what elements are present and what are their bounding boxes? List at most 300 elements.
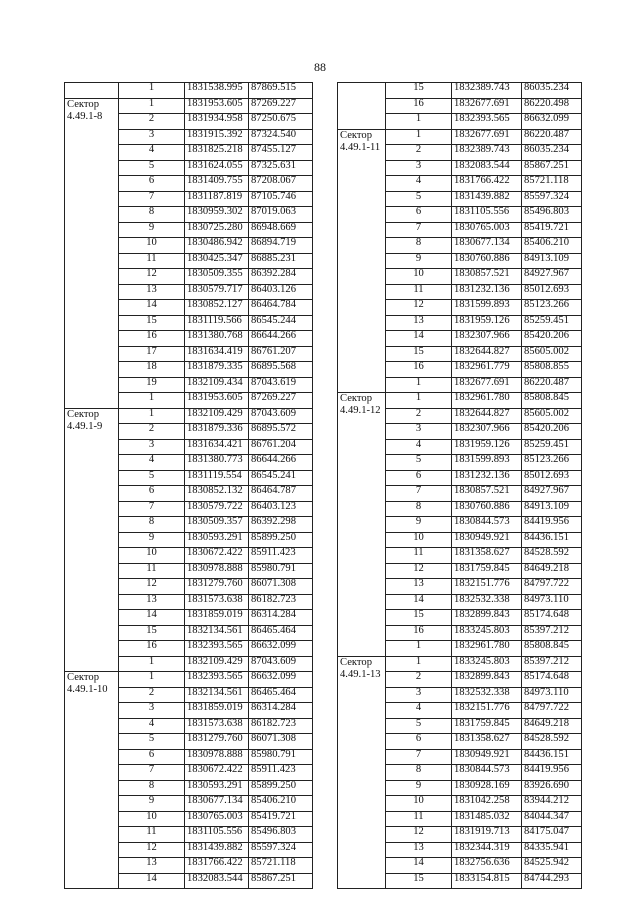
y-coordinate: 84528.592: [522, 734, 582, 750]
y-coordinate: 84649.218: [522, 563, 582, 579]
y-coordinate: 87019.063: [249, 207, 313, 223]
y-coordinate: 85808.845: [522, 393, 582, 409]
point-number: 9: [386, 253, 452, 269]
x-coordinate: 1831766.422: [452, 176, 522, 192]
x-coordinate: 1831953.605: [185, 393, 249, 409]
x-coordinate: 1832644.827: [452, 408, 522, 424]
x-coordinate: 1831119.554: [185, 470, 249, 486]
coordinates-table-left: [64, 82, 313, 889]
x-coordinate: 1830486.942: [185, 238, 249, 254]
y-coordinate: 86761.204: [249, 439, 313, 455]
point-number: 14: [386, 331, 452, 347]
x-coordinate: 1830672.422: [185, 548, 249, 564]
point-number: 9: [119, 222, 185, 238]
point-number: 10: [119, 811, 185, 827]
x-coordinate: 1832393.565: [185, 641, 249, 657]
point-number: 1: [386, 641, 452, 657]
y-coordinate: 86182.723: [249, 718, 313, 734]
sector-label: Сектор 4.49.1-11: [338, 129, 386, 393]
y-coordinate: 85899.250: [249, 532, 313, 548]
y-coordinate: 85397.212: [522, 625, 582, 641]
x-coordinate: 1830593.291: [185, 780, 249, 796]
y-coordinate: 85605.002: [522, 408, 582, 424]
sector-label: [65, 83, 119, 99]
point-number: 6: [386, 734, 452, 750]
x-coordinate: 1832677.691: [452, 377, 522, 393]
point-number: 3: [119, 439, 185, 455]
y-coordinate: 86220.487: [522, 377, 582, 393]
point-number: 15: [119, 625, 185, 641]
point-number: 15: [386, 873, 452, 889]
point-number: 5: [119, 160, 185, 176]
point-number: 3: [386, 424, 452, 440]
y-coordinate: 85911.423: [249, 548, 313, 564]
y-coordinate: 85597.324: [522, 191, 582, 207]
table-row: [338, 129, 582, 145]
point-number: 14: [119, 873, 185, 889]
point-number: 14: [119, 610, 185, 626]
y-coordinate: 87455.127: [249, 145, 313, 161]
point-number: 1: [386, 393, 452, 409]
x-coordinate: 1831279.760: [185, 579, 249, 595]
point-number: 3: [386, 687, 452, 703]
x-coordinate: 1830677.134: [185, 796, 249, 812]
y-coordinate: 85259.451: [522, 315, 582, 331]
x-coordinate: 1832389.743: [452, 83, 522, 99]
x-coordinate: 1831624.055: [185, 160, 249, 176]
point-number: 6: [119, 486, 185, 502]
point-number: 12: [386, 827, 452, 843]
y-coordinate: 86895.572: [249, 424, 313, 440]
point-number: 10: [386, 796, 452, 812]
y-coordinate: 86071.308: [249, 734, 313, 750]
x-coordinate: 1832083.544: [452, 160, 522, 176]
point-number: 5: [119, 734, 185, 750]
x-coordinate: 1831358.627: [452, 734, 522, 750]
x-coordinate: 1832109.429: [185, 408, 249, 424]
point-number: 1: [119, 672, 185, 688]
x-coordinate: 1832532.338: [452, 594, 522, 610]
x-coordinate: 1831538.995: [185, 83, 249, 99]
y-coordinate: 85259.451: [522, 439, 582, 455]
y-coordinate: 87208.067: [249, 176, 313, 192]
y-coordinate: 86392.298: [249, 517, 313, 533]
x-coordinate: 1832756.636: [452, 858, 522, 874]
y-coordinate: 84797.722: [522, 703, 582, 719]
x-coordinate: 1832899.843: [452, 610, 522, 626]
x-coordinate: 1833245.803: [452, 625, 522, 641]
point-number: 16: [119, 331, 185, 347]
sector-label: Сектор 4.49.1-8: [65, 98, 119, 408]
x-coordinate: 1830425.347: [185, 253, 249, 269]
point-number: 17: [119, 346, 185, 362]
y-coordinate: 84913.109: [522, 253, 582, 269]
point-number: 2: [119, 114, 185, 130]
y-coordinate: 86644.266: [249, 455, 313, 471]
point-number: 11: [386, 811, 452, 827]
y-coordinate: 85867.251: [522, 160, 582, 176]
x-coordinate: 1832344.319: [452, 842, 522, 858]
x-coordinate: 1831634.421: [185, 439, 249, 455]
point-number: 14: [386, 594, 452, 610]
point-number: 8: [119, 780, 185, 796]
x-coordinate: 1830760.886: [452, 501, 522, 517]
x-coordinate: 1830978.888: [185, 563, 249, 579]
x-coordinate: 1831105.556: [452, 207, 522, 223]
point-number: 16: [119, 641, 185, 657]
point-number: 15: [386, 346, 452, 362]
y-coordinate: 87043.619: [249, 377, 313, 393]
point-number: 4: [386, 703, 452, 719]
page-number: 88: [314, 60, 326, 74]
point-number: 13: [119, 284, 185, 300]
y-coordinate: 85808.855: [522, 362, 582, 378]
x-coordinate: 1831599.893: [452, 455, 522, 471]
sector-label: Сектор 4.49.1-10: [65, 672, 119, 889]
x-coordinate: 1830852.132: [185, 486, 249, 502]
x-coordinate: 1831380.773: [185, 455, 249, 471]
x-coordinate: 1831599.893: [452, 300, 522, 316]
y-coordinate: 83944.212: [522, 796, 582, 812]
x-coordinate: 1831439.882: [185, 842, 249, 858]
y-coordinate: 84525.942: [522, 858, 582, 874]
y-coordinate: 86464.784: [249, 300, 313, 316]
x-coordinate: 1830844.573: [452, 765, 522, 781]
y-coordinate: 84649.218: [522, 718, 582, 734]
point-number: 12: [119, 269, 185, 285]
y-coordinate: 87043.609: [249, 656, 313, 672]
x-coordinate: 1830949.921: [452, 749, 522, 765]
point-number: 4: [119, 455, 185, 471]
point-number: 8: [386, 238, 452, 254]
point-number: 5: [386, 455, 452, 471]
point-number: 14: [386, 858, 452, 874]
point-number: 11: [386, 548, 452, 564]
x-coordinate: 1831573.638: [185, 718, 249, 734]
y-coordinate: 87043.609: [249, 408, 313, 424]
y-coordinate: 85899.250: [249, 780, 313, 796]
point-number: 7: [119, 501, 185, 517]
point-number: 1: [119, 98, 185, 114]
x-coordinate: 1830765.003: [185, 811, 249, 827]
y-coordinate: 85174.648: [522, 672, 582, 688]
y-coordinate: 85808.845: [522, 641, 582, 657]
y-coordinate: 86403.126: [249, 284, 313, 300]
y-coordinate: 87250.675: [249, 114, 313, 130]
x-coordinate: 1832151.776: [452, 703, 522, 719]
x-coordinate: 1832644.827: [452, 346, 522, 362]
x-coordinate: 1830959.302: [185, 207, 249, 223]
table-row: [65, 408, 313, 424]
y-coordinate: 86182.723: [249, 594, 313, 610]
y-coordinate: 85911.423: [249, 765, 313, 781]
table-row: [65, 98, 313, 114]
y-coordinate: 86071.308: [249, 579, 313, 595]
x-coordinate: 1831759.845: [452, 718, 522, 734]
x-coordinate: 1831919.713: [452, 827, 522, 843]
point-number: 10: [386, 269, 452, 285]
point-number: 9: [386, 780, 452, 796]
x-coordinate: 1831859.019: [185, 610, 249, 626]
y-coordinate: 85406.210: [249, 796, 313, 812]
point-number: 15: [386, 83, 452, 99]
table-row: [65, 672, 313, 688]
point-number: 9: [386, 517, 452, 533]
x-coordinate: 1830857.521: [452, 486, 522, 502]
y-coordinate: 86314.284: [249, 703, 313, 719]
y-coordinate: 84927.967: [522, 269, 582, 285]
y-coordinate: 87324.540: [249, 129, 313, 145]
x-coordinate: 1831485.032: [452, 811, 522, 827]
y-coordinate: 85496.803: [522, 207, 582, 223]
y-coordinate: 86885.231: [249, 253, 313, 269]
y-coordinate: 85605.002: [522, 346, 582, 362]
y-coordinate: 85496.803: [249, 827, 313, 843]
y-coordinate: 85419.721: [249, 811, 313, 827]
point-number: 8: [119, 207, 185, 223]
point-number: 5: [119, 470, 185, 486]
x-coordinate: 1830949.921: [452, 532, 522, 548]
point-number: 2: [119, 687, 185, 703]
table-row: [338, 393, 582, 409]
x-coordinate: 1831187.819: [185, 191, 249, 207]
point-number: 6: [386, 470, 452, 486]
point-number: 13: [119, 594, 185, 610]
point-number: 2: [386, 145, 452, 161]
x-coordinate: 1832899.843: [452, 672, 522, 688]
point-number: 9: [119, 532, 185, 548]
y-coordinate: 86464.787: [249, 486, 313, 502]
x-coordinate: 1830928.169: [452, 780, 522, 796]
y-coordinate: 86035.234: [522, 145, 582, 161]
point-number: 3: [119, 703, 185, 719]
y-coordinate: 87269.227: [249, 98, 313, 114]
y-coordinate: 86465.464: [249, 625, 313, 641]
point-number: 14: [119, 300, 185, 316]
point-number: 1: [386, 129, 452, 145]
y-coordinate: 86392.284: [249, 269, 313, 285]
point-number: 9: [119, 796, 185, 812]
y-coordinate: 85012.693: [522, 284, 582, 300]
x-coordinate: 1830852.127: [185, 300, 249, 316]
x-coordinate: 1830760.886: [452, 253, 522, 269]
point-number: 12: [386, 300, 452, 316]
point-number: 19: [119, 377, 185, 393]
y-coordinate: 84528.592: [522, 548, 582, 564]
point-number: 3: [119, 129, 185, 145]
y-coordinate: 85419.721: [522, 222, 582, 238]
x-coordinate: 1832393.565: [185, 672, 249, 688]
x-coordinate: 1832961.779: [452, 362, 522, 378]
y-coordinate: 86948.669: [249, 222, 313, 238]
x-coordinate: 1831959.126: [452, 439, 522, 455]
y-coordinate: 86632.099: [522, 114, 582, 130]
y-coordinate: 84419.956: [522, 517, 582, 533]
x-coordinate: 1832109.434: [185, 377, 249, 393]
y-coordinate: 86035.234: [522, 83, 582, 99]
x-coordinate: 1831859.019: [185, 703, 249, 719]
y-coordinate: 85721.118: [522, 176, 582, 192]
x-coordinate: 1831380.768: [185, 331, 249, 347]
x-coordinate: 1832134.561: [185, 625, 249, 641]
point-number: 1: [386, 656, 452, 672]
point-number: 1: [119, 83, 185, 99]
point-number: 13: [386, 315, 452, 331]
x-coordinate: 1833154.815: [452, 873, 522, 889]
x-coordinate: 1831934.958: [185, 114, 249, 130]
point-number: 8: [119, 517, 185, 533]
y-coordinate: 85012.693: [522, 470, 582, 486]
x-coordinate: 1831358.627: [452, 548, 522, 564]
point-number: 8: [386, 765, 452, 781]
point-number: 4: [119, 145, 185, 161]
point-number: 4: [386, 176, 452, 192]
x-coordinate: 1831766.422: [185, 858, 249, 874]
y-coordinate: 85174.648: [522, 610, 582, 626]
y-coordinate: 84913.109: [522, 501, 582, 517]
y-coordinate: 84973.110: [522, 687, 582, 703]
point-number: 11: [119, 563, 185, 579]
point-number: 13: [386, 579, 452, 595]
x-coordinate: 1831759.845: [452, 563, 522, 579]
point-number: 2: [119, 424, 185, 440]
y-coordinate: 84797.722: [522, 579, 582, 595]
y-coordinate: 86220.487: [522, 129, 582, 145]
table-row: [338, 83, 582, 99]
x-coordinate: 1830978.888: [185, 749, 249, 765]
x-coordinate: 1832961.780: [452, 393, 522, 409]
y-coordinate: 87269.227: [249, 393, 313, 409]
x-coordinate: 1831879.336: [185, 424, 249, 440]
y-coordinate: 85123.266: [522, 455, 582, 471]
point-number: 12: [119, 842, 185, 858]
y-coordinate: 85980.791: [249, 563, 313, 579]
x-coordinate: 1831439.882: [452, 191, 522, 207]
table-row: [65, 83, 313, 99]
x-coordinate: 1831915.392: [185, 129, 249, 145]
x-coordinate: 1831879.335: [185, 362, 249, 378]
point-number: 16: [386, 362, 452, 378]
x-coordinate: 1830509.355: [185, 269, 249, 285]
point-number: 7: [386, 749, 452, 765]
point-number: 7: [119, 765, 185, 781]
y-coordinate: 86403.123: [249, 501, 313, 517]
y-coordinate: 86220.498: [522, 98, 582, 114]
y-coordinate: 87105.746: [249, 191, 313, 207]
point-number: 4: [119, 718, 185, 734]
point-number: 11: [119, 827, 185, 843]
point-number: 13: [386, 842, 452, 858]
y-coordinate: 86644.266: [249, 331, 313, 347]
y-coordinate: 85867.251: [249, 873, 313, 889]
x-coordinate: 1832307.966: [452, 424, 522, 440]
point-number: 7: [119, 191, 185, 207]
y-coordinate: 86632.099: [249, 672, 313, 688]
y-coordinate: 84419.956: [522, 765, 582, 781]
point-number: 1: [119, 408, 185, 424]
x-coordinate: 1831409.755: [185, 176, 249, 192]
x-coordinate: 1832134.561: [185, 687, 249, 703]
y-coordinate: 87869.515: [249, 83, 313, 99]
sector-label: Сектор 4.49.1-9: [65, 408, 119, 672]
point-number: 5: [386, 718, 452, 734]
point-number: 7: [386, 222, 452, 238]
x-coordinate: 1831119.566: [185, 315, 249, 331]
x-coordinate: 1832307.966: [452, 331, 522, 347]
x-coordinate: 1830509.357: [185, 517, 249, 533]
x-coordinate: 1832151.776: [452, 579, 522, 595]
point-number: 8: [386, 501, 452, 517]
x-coordinate: 1832393.565: [452, 114, 522, 130]
x-coordinate: 1832389.743: [452, 145, 522, 161]
point-number: 1: [119, 656, 185, 672]
x-coordinate: 1831042.258: [452, 796, 522, 812]
point-number: 2: [386, 408, 452, 424]
point-number: 12: [386, 563, 452, 579]
point-number: 10: [386, 532, 452, 548]
point-number: 18: [119, 362, 185, 378]
x-coordinate: 1831232.136: [452, 470, 522, 486]
x-coordinate: 1831279.760: [185, 734, 249, 750]
x-coordinate: 1830579.722: [185, 501, 249, 517]
x-coordinate: 1830672.422: [185, 765, 249, 781]
x-coordinate: 1832109.429: [185, 656, 249, 672]
point-number: 6: [386, 207, 452, 223]
x-coordinate: 1832083.544: [185, 873, 249, 889]
x-coordinate: 1830579.717: [185, 284, 249, 300]
y-coordinate: 84044.347: [522, 811, 582, 827]
y-coordinate: 83926.690: [522, 780, 582, 796]
x-coordinate: 1832677.691: [452, 129, 522, 145]
sector-label: Сектор 4.49.1-12: [338, 393, 386, 657]
y-coordinate: 86632.099: [249, 641, 313, 657]
y-coordinate: 86545.241: [249, 470, 313, 486]
point-number: 5: [386, 191, 452, 207]
point-number: 1: [386, 377, 452, 393]
y-coordinate: 85597.324: [249, 842, 313, 858]
y-coordinate: 86894.719: [249, 238, 313, 254]
point-number: 6: [119, 176, 185, 192]
point-number: 12: [119, 579, 185, 595]
y-coordinate: 84175.047: [522, 827, 582, 843]
x-coordinate: 1832532.338: [452, 687, 522, 703]
coordinates-table-right: [337, 82, 582, 889]
point-number: 7: [386, 486, 452, 502]
point-number: 15: [386, 610, 452, 626]
table-row: [338, 656, 582, 672]
y-coordinate: 85420.206: [522, 331, 582, 347]
x-coordinate: 1831634.419: [185, 346, 249, 362]
x-coordinate: 1830857.521: [452, 269, 522, 285]
y-coordinate: 84335.941: [522, 842, 582, 858]
y-coordinate: 86545.244: [249, 315, 313, 331]
x-coordinate: 1831232.136: [452, 284, 522, 300]
x-coordinate: 1830844.573: [452, 517, 522, 533]
point-number: 3: [386, 160, 452, 176]
sector-label: Сектор 4.49.1-13: [338, 656, 386, 889]
x-coordinate: 1831105.556: [185, 827, 249, 843]
y-coordinate: 84744.293: [522, 873, 582, 889]
point-number: 15: [119, 315, 185, 331]
y-coordinate: 84436.151: [522, 749, 582, 765]
sector-label: [338, 83, 386, 130]
y-coordinate: 85980.791: [249, 749, 313, 765]
point-number: 1: [386, 114, 452, 130]
y-coordinate: 85420.206: [522, 424, 582, 440]
y-coordinate: 84927.967: [522, 486, 582, 502]
x-coordinate: 1833245.803: [452, 656, 522, 672]
x-coordinate: 1831959.126: [452, 315, 522, 331]
